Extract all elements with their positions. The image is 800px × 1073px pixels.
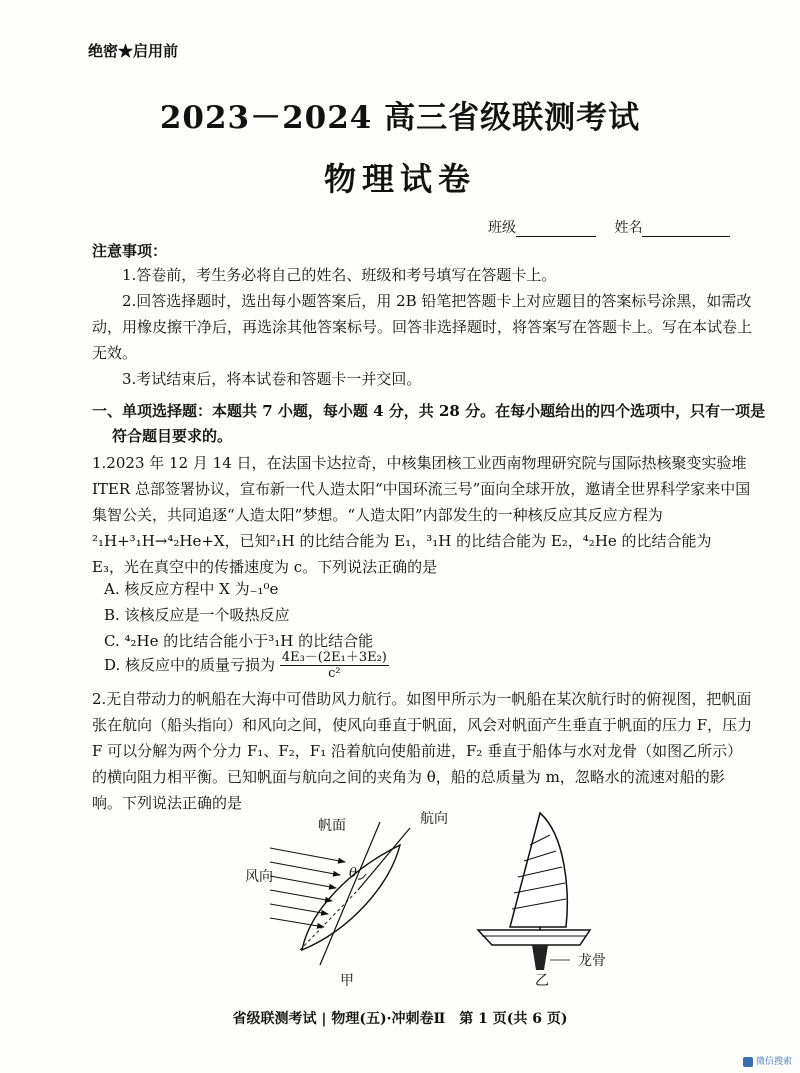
question-1-stem bbox=[92, 450, 754, 580]
name-label: 姓名 bbox=[614, 220, 643, 236]
q1-option-b[interactable]: B. 该核反应是一个吸热反应 bbox=[104, 606, 290, 624]
sail bbox=[510, 813, 567, 927]
q1-stem-a: 1.2023 年 12 月 14 日，在法国卡达拉奇，中核集团核工业西南物理研究院与国际热核聚变实验堆 ITER 总部签署协议，宣布新一代人造太阳“中国环流三号”面向全球开放，邀请全世界科学家来中国集智公关，共同追逐“人造太阳”梦想。“人造太阳”内部发生的一种核反应其反应方 bbox=[92, 454, 751, 524]
wind-label: 风向 bbox=[245, 869, 273, 885]
section-heading: 一、单项选择题：本题共 7 小题，每小题 4 分，共 28 分。在每小题给出的四个选项中，只有一项是 bbox=[92, 402, 766, 420]
mass-defect-fraction bbox=[280, 650, 389, 682]
q1-stem-c: E₃，光在真空中的传播速度为 c。下列说法正确的是 bbox=[92, 558, 438, 576]
class-label: 班级 bbox=[488, 220, 516, 236]
notice-item: 1.答卷前，考生务必将自己的姓名、班级和考号填写在答题卡上。 bbox=[122, 266, 557, 284]
sail-plane-line bbox=[320, 822, 380, 965]
wind-arrow bbox=[270, 890, 332, 901]
boat-hull bbox=[478, 930, 590, 945]
q1-option-d-prefix: D. 核反应中的质量亏损为 bbox=[104, 656, 276, 674]
q1-option-d[interactable] bbox=[104, 650, 389, 682]
watermark-stamp bbox=[743, 1054, 792, 1067]
notice-item: 3.考试结束后，将本试卷和答题卡一并交回。 bbox=[122, 370, 422, 388]
stamp-text: 微信搜索 bbox=[755, 1057, 792, 1067]
figure-b-caption: 乙 bbox=[535, 973, 549, 989]
notice-item: 2.回答选择题时，选出每小题答案后，用 2B 铅笔把答题卡上对应题目的答案标号涂黑，如需改动，用橡皮擦干净后，再选涂其他答案标号。回答非选择题时，将答案写在答题卡上。写在本试卷上无效。 bbox=[92, 292, 753, 362]
q1-option-a[interactable]: A. 核反应方程中 X 为₋₁⁰e bbox=[104, 580, 279, 598]
fraction-denominator: c² bbox=[328, 666, 341, 681]
exam-title: 2023－2024 高三省级联测考试 bbox=[159, 100, 641, 136]
angle-arc bbox=[358, 874, 366, 879]
class-name-line bbox=[488, 217, 730, 237]
q1-stem-b: 程为²₁H+³₁H→⁴₂He+X，已知²₁H 的比结合能为 E₁，³₁H 的比结合能为 E₂，⁴₂He 的比结合能为 bbox=[92, 506, 712, 550]
question-2-stem: 2.无自带动力的帆船在大海中可借助风力航行。如图甲所示为一帆船在某次航行时的俯视图，把帆面张在航向（船头指向）和风向之间，使风向垂直于帆面，风会对帆面产生垂直于帆面的压力 F，压力 F 可以分解为两个分力 F₁、F₂，F₁ 沿着航向使船前进，F₂ 垂直于船体与水对龙骨（如图乙所示）的横向阻力相平衡。已知帆面与航向之间的夹角为 θ，船的总质量为 m，忽略水的流速对船的影响。下列说法正确的是 bbox=[92, 690, 753, 812]
fraction-numerator: 4E₃－(2E₁＋3E₂) bbox=[281, 650, 387, 665]
notice-list bbox=[92, 262, 752, 392]
figure-a-caption: 甲 bbox=[340, 973, 354, 989]
sail-label: 帆面 bbox=[318, 818, 346, 834]
page-footer: 省级联测考试 | 物理(五)·冲刺卷Ⅱ 第 1 页(共 6 页) bbox=[232, 1011, 568, 1027]
course-label: 航向 bbox=[420, 811, 448, 827]
confidential-mark: 绝密★启用前 bbox=[88, 42, 179, 60]
wind-arrow bbox=[270, 904, 328, 914]
subject-title: 物理试卷 bbox=[323, 160, 476, 198]
wind-arrow bbox=[270, 876, 336, 888]
wind-arrow bbox=[270, 848, 345, 862]
name-field[interactable] bbox=[642, 222, 730, 237]
keel-label: 龙骨 bbox=[578, 953, 606, 969]
theta-label: θ bbox=[349, 866, 357, 881]
app-icon bbox=[743, 1057, 753, 1067]
section-heading-cont: 符合题目要求的。 bbox=[112, 427, 233, 445]
class-field[interactable] bbox=[516, 222, 596, 237]
q1-option-c[interactable]: C. ⁴₂He 的比结合能小于³₁H 的比结合能 bbox=[104, 632, 374, 650]
wind-arrow bbox=[270, 862, 340, 875]
wind-arrow bbox=[270, 918, 324, 927]
keel bbox=[532, 945, 548, 970]
figure-b-sailboat-side-view bbox=[470, 795, 620, 975]
notice-title: 注意事项： bbox=[92, 242, 168, 260]
